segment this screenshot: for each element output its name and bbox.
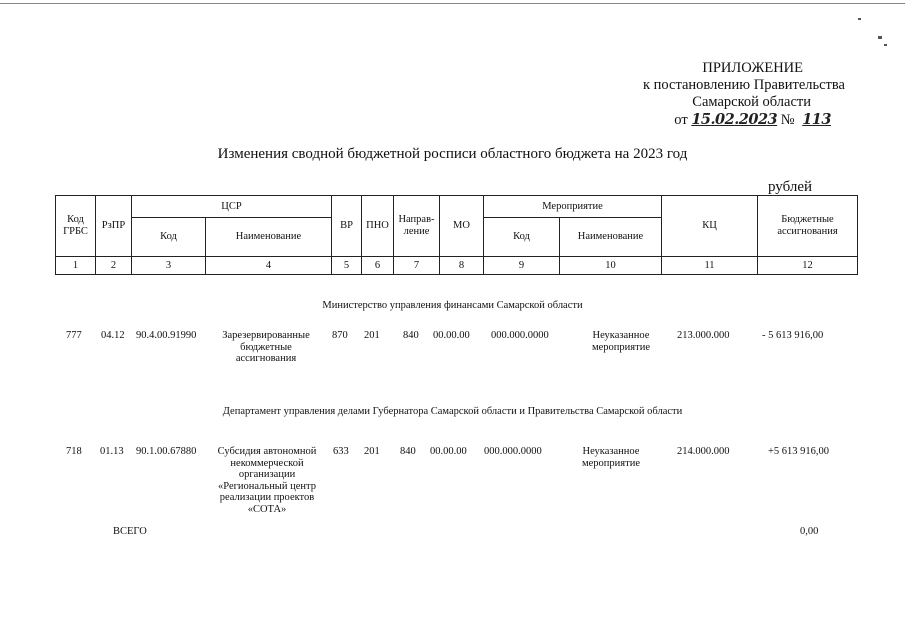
col-number: 12 bbox=[758, 257, 858, 275]
appendix-date-line: от 15.02.2023 № 113 bbox=[643, 111, 845, 129]
cell-event-name: Неуказанное мероприятие bbox=[582, 446, 640, 469]
cell-grbs: 718 bbox=[66, 446, 82, 457]
col-number: 5 bbox=[332, 257, 362, 275]
cell-direction: 840 bbox=[403, 330, 419, 341]
total-label: ВСЕГО bbox=[113, 526, 147, 537]
scan-speck bbox=[878, 36, 882, 39]
budget-table-header bbox=[55, 195, 858, 275]
cell-event-code: 000.000.0000 bbox=[491, 330, 549, 341]
header-grbs: Код ГРБС bbox=[56, 196, 96, 257]
col-number: 8 bbox=[440, 257, 484, 275]
cell-amount: +5 613 916,00 bbox=[768, 446, 830, 457]
cell-grbs: 777 bbox=[66, 330, 82, 341]
cell-csr-code: 90.1.00.67880 bbox=[136, 446, 197, 457]
appendix-region: Самарской области bbox=[692, 94, 811, 110]
col-number: 1 bbox=[56, 257, 96, 275]
section-title: Министерство управления финансами Самарской области bbox=[322, 300, 583, 311]
header-event-name: Наименование bbox=[560, 218, 662, 257]
section-title: Департамент управления делами Губернатора Самарской области и Правительства Самарской области bbox=[222, 406, 683, 417]
col-number: 11 bbox=[662, 257, 758, 275]
cell-amount: - 5 613 916,00 bbox=[762, 330, 824, 341]
header-event: Мероприятие bbox=[484, 196, 662, 218]
scan-speck bbox=[884, 44, 887, 46]
cell-pno: 201 bbox=[364, 446, 380, 457]
cell-direction: 840 bbox=[400, 446, 416, 457]
header-csr-code: Код bbox=[132, 218, 206, 257]
col-number: 7 bbox=[394, 257, 440, 275]
header-direction: Направ-ление bbox=[394, 196, 440, 257]
cell-event-code: 000.000.0000 bbox=[484, 446, 542, 457]
col-number: 10 bbox=[560, 257, 662, 275]
cell-mo: 00.00.00 bbox=[433, 330, 470, 341]
header-csr-name: Наименование bbox=[206, 218, 332, 257]
header-allocations: Бюджетные ассигнования bbox=[758, 196, 858, 257]
col-number: 9 bbox=[484, 257, 560, 275]
cell-event-name: Неуказанное мероприятие bbox=[592, 330, 650, 353]
cell-csr-code: 90.4.00.91990 bbox=[136, 330, 197, 341]
header-vr: ВР bbox=[332, 196, 362, 257]
col-number: 4 bbox=[206, 257, 332, 275]
header-rzpr: РзПР bbox=[96, 196, 132, 257]
cell-rzpr: 01.13 bbox=[100, 446, 124, 457]
col-number: 6 bbox=[362, 257, 394, 275]
cell-kc: 214.000.000 bbox=[677, 446, 730, 457]
cell-vr: 633 bbox=[333, 446, 349, 457]
cell-vr: 870 bbox=[332, 330, 348, 341]
cell-mo: 00.00.00 bbox=[430, 446, 467, 457]
appendix-title: ПРИЛОЖЕНИЕ bbox=[702, 60, 803, 76]
handwritten-date: 15.02.2023 bbox=[691, 111, 778, 128]
scan-speck bbox=[858, 18, 861, 20]
header-kc: КЦ bbox=[662, 196, 758, 257]
cell-rzpr: 04.12 bbox=[101, 330, 125, 341]
total-value: 0,00 bbox=[800, 526, 819, 537]
cell-pno: 201 bbox=[364, 330, 380, 341]
header-mo: МО bbox=[440, 196, 484, 257]
handwritten-number: 113 bbox=[802, 111, 831, 128]
document-title: Изменения сводной бюджетной росписи областного бюджета на 2023 год bbox=[217, 146, 688, 162]
cell-csr-name: Зарезервированные бюджетные ассигнования bbox=[222, 330, 310, 364]
appendix-block bbox=[643, 60, 845, 129]
header-event-code: Код bbox=[484, 218, 560, 257]
col-number: 2 bbox=[96, 257, 132, 275]
cell-csr-name: Субсидия автономной некоммерческой организации «Региональный центр реализации проектов «СОТА» bbox=[217, 446, 317, 515]
appendix-decree: к постановлению Правительства bbox=[643, 77, 845, 93]
header-csr: ЦСР bbox=[132, 196, 332, 218]
header-pno: ПНО bbox=[362, 196, 394, 257]
currency-unit: рублей bbox=[768, 179, 813, 195]
col-number: 3 bbox=[132, 257, 206, 275]
page-top-edge bbox=[0, 3, 905, 4]
cell-kc: 213.000.000 bbox=[677, 330, 730, 341]
